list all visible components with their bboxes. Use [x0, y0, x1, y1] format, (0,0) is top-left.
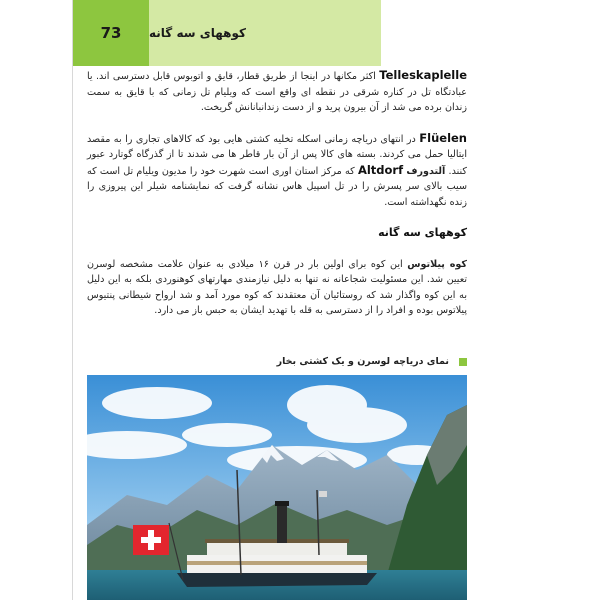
- paragraph-text: در انتهای دریاچه زمانی اسکله تخلیه کشتی هایی بود که کالاهای تجاری را به مقصد ایتالیا حمل می کردند. بسته های کالا پس از آن بار قاطر ها می شدند تا از گذرگاه گوتارد عبور کنند.: [87, 133, 467, 177]
- book-page: [72, 0, 600, 600]
- paragraph-text: این کوه برای اولین بار در قرن ۱۶ میلادی به عنوان علامت مشخصه لوسرن تعیین شد. این مسئولیت شجاعانه نه تنها به دلیل نیازمندی مهارتهای کوهنوردی بلکه به این دلیل به این کوه واگذار شد که روستائیان آن معتقدند که کوه مورد آمد و شد ارواح شیطانی پنتیوس پیلاتوس بوده و افراد را از دسترسی به قله با تهدید ایشان به حبس باز می دارد.: [87, 258, 467, 316]
- term-altdorf: Altdorf: [357, 162, 404, 177]
- term-telleskaplelle: Telleskaplelle: [379, 68, 467, 82]
- paragraph-text: اکثر مکانها در اینجا از طریق قطار، قایق و اتوبوس قابل دسترسی اند. یا عبادتگاه تل در کناره شرقی در نقطه ای واقع است که ویلیام تل زمانی که با قایق به سمت زندان برده می شد از آن بیرون پرید و از دست زندانبانانش گریخت.: [87, 71, 467, 113]
- caption-marker-icon: [459, 358, 467, 366]
- paragraph-text: که مرکز استان اوری است شهرت خود را مدیون ویلیام تل است که سیب بالای سر پسرش را در تل اسپیل هاس نشانه گرفت که نمایشنامه شیلر این پیروزی را زنده نگهداشته است.: [87, 165, 467, 208]
- chapter-title: کوههای سه گانه: [149, 0, 381, 66]
- paragraph-fluelen: [87, 131, 467, 211]
- paragraph-pilatus: [87, 257, 467, 319]
- term-altdorf-fa: آلتدورف: [406, 165, 446, 177]
- lake-lucerne-steamship-photo: [87, 375, 467, 600]
- photo-illustration: [87, 375, 467, 600]
- paragraph-telleskaplelle: [87, 68, 467, 116]
- section-heading: کوههای سه گانه: [378, 226, 467, 239]
- page-number: 73: [73, 0, 149, 66]
- caption-text: نمای دریاچه لوسرن و یک کشتی بخار: [276, 356, 449, 367]
- body-text: [87, 68, 467, 334]
- photo-caption: [87, 356, 467, 367]
- page-header: [73, 0, 600, 66]
- term-pilatus: کوه پیلاتوس: [407, 258, 467, 270]
- term-fluelen: Flüelen: [419, 130, 467, 145]
